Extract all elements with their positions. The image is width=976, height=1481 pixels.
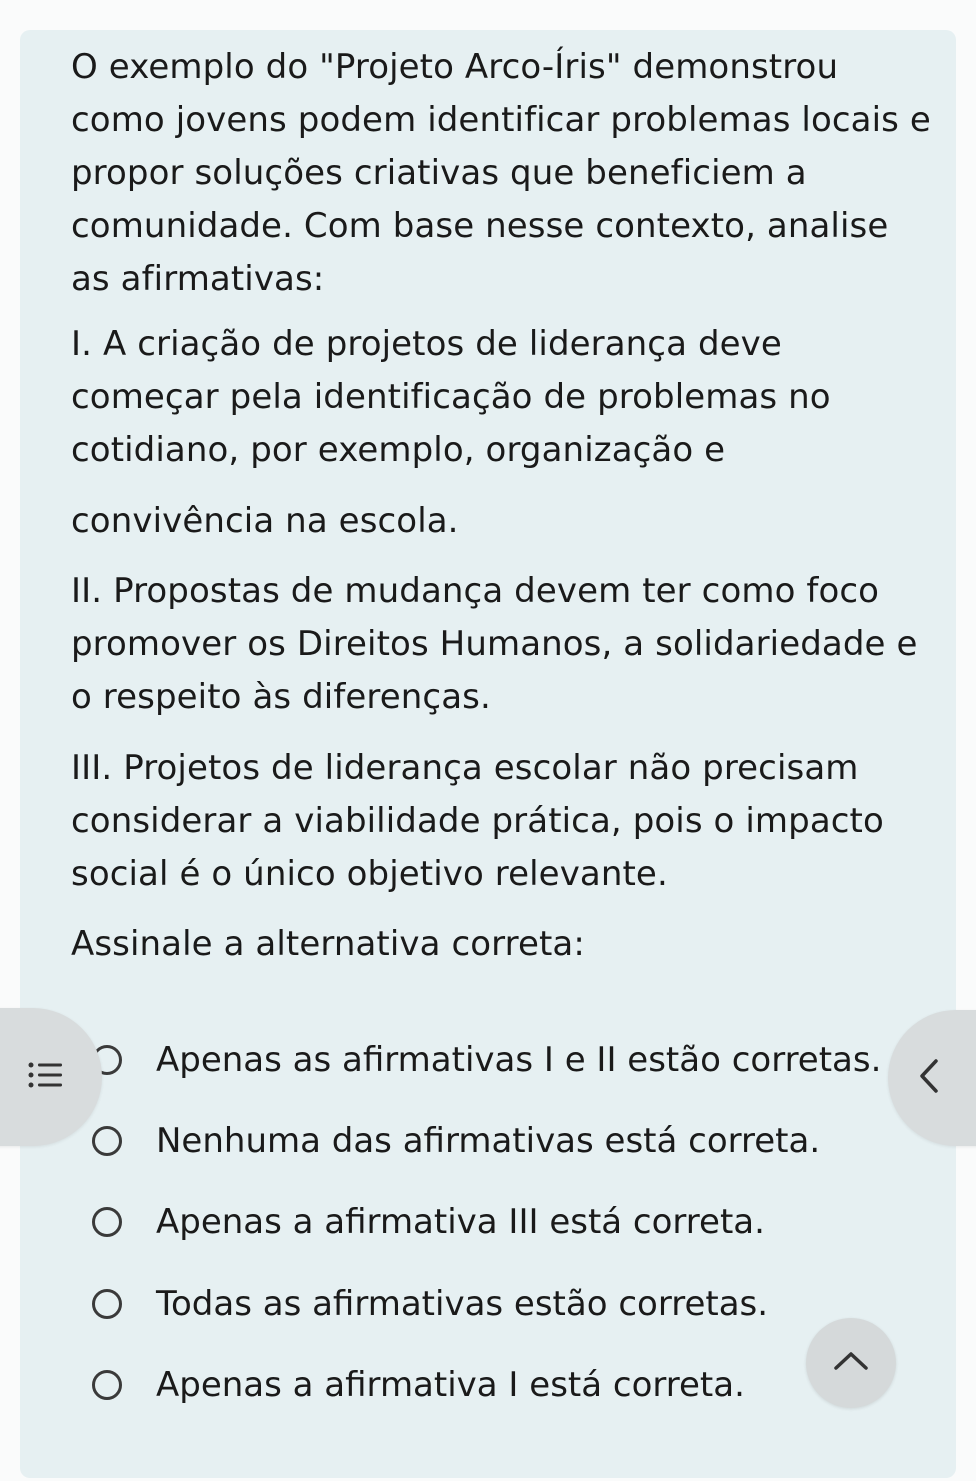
statement-3: III. Projetos de liderança escolar não precisam considerar a viabilidade prática, pois o impacto social é o único objetivo relevante. [71,748,884,894]
scroll-to-top-button[interactable] [806,1318,896,1408]
answer-option-label: Apenas as afirmativas I e II estão corretas. [156,1040,882,1080]
radio-button[interactable] [92,1289,122,1319]
radio-button[interactable] [92,1126,122,1156]
answer-option[interactable] [92,1274,768,1334]
radio-button[interactable] [92,1207,122,1237]
answer-option[interactable] [92,1030,881,1090]
question-card [20,30,956,1478]
answer-option-label: Nenhuma das afirmativas está correta. [156,1121,821,1161]
answer-option-label: Apenas a afirmativa I está correta. [156,1365,745,1405]
radio-button[interactable] [92,1370,122,1400]
chevron-left-icon [918,1058,940,1098]
statement-1-end: convivência na escola. [71,501,459,541]
answer-option[interactable] [92,1111,820,1171]
answer-option-label: Todas as afirmativas estão corretas. [156,1284,769,1324]
statement-2: II. Propostas de mudança devem ter como foco promover os Direitos Humanos, a solidariedade e o respeito às diferenças. [71,571,918,717]
statement-1-main: I. A criação de projetos de liderança deve começar pela identificação de problemas no cotidiano, por exemplo, organização e [71,324,831,470]
answer-option-label: Apenas a afirmativa III está correta. [156,1202,765,1242]
list-icon [27,1060,63,1094]
answer-option[interactable] [92,1192,765,1252]
question-prompt: Assinale a alternativa correta: [71,924,585,964]
answer-option[interactable] [92,1355,745,1415]
chevron-up-icon [833,1350,869,1376]
question-intro: O exemplo do "Projeto Arco-Íris" demonstrou como jovens podem identificar problemas locais e propor soluções criativas que beneficiem a comunidade. Com base nesse contexto, analise as afirmativas: [71,47,931,299]
statement-1 [71,318,931,548]
